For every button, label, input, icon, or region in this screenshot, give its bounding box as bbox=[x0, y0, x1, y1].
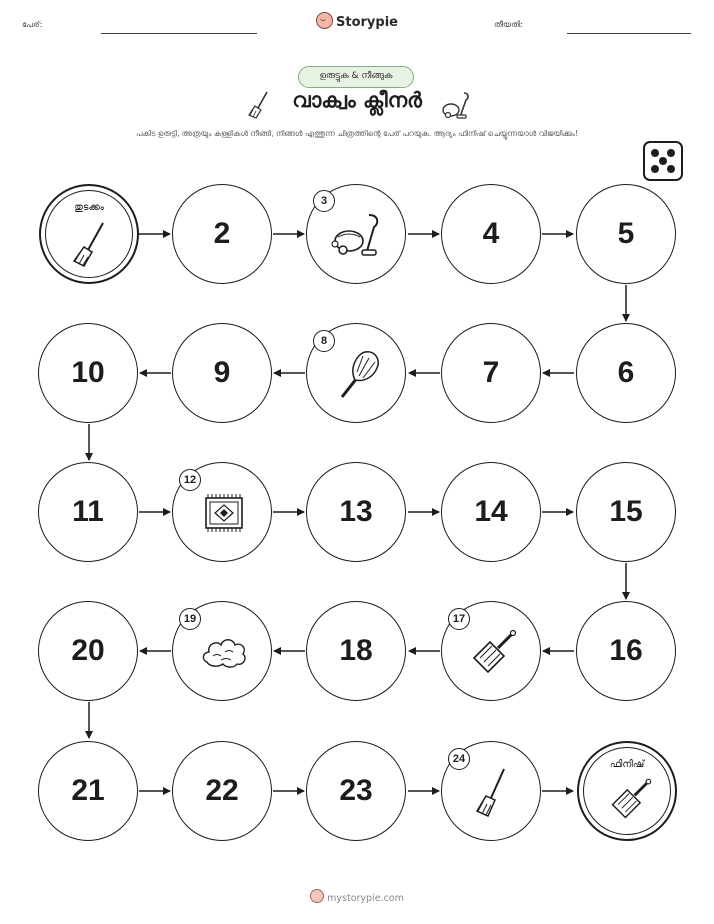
board-space-22[interactable]: 22 bbox=[172, 741, 272, 841]
dustpan-icon bbox=[468, 628, 518, 678]
date-label: തീയതി: bbox=[494, 20, 523, 29]
space-number-tag: 24 bbox=[448, 748, 470, 770]
storypie-logo-icon bbox=[310, 889, 324, 903]
board-space-21[interactable]: 21 bbox=[38, 741, 138, 841]
footer bbox=[0, 889, 714, 904]
name-label: പേര്: bbox=[22, 20, 43, 29]
board-space-2[interactable]: 2 bbox=[172, 184, 272, 284]
page-title: വാക്വം ക്ലീനർ bbox=[292, 88, 422, 112]
board-space-11[interactable]: 11 bbox=[38, 462, 138, 562]
board-space-18[interactable]: 18 bbox=[306, 601, 406, 701]
broom-icon bbox=[472, 766, 512, 820]
board-space-15[interactable]: 15 bbox=[576, 462, 676, 562]
board-space-6[interactable]: 6 bbox=[576, 323, 676, 423]
footer-url[interactable]: mystorypie.com bbox=[327, 893, 404, 904]
board-space-20[interactable]: 20 bbox=[38, 601, 138, 701]
board-space-4[interactable]: 4 bbox=[441, 184, 541, 284]
board-space-23[interactable]: 23 bbox=[306, 741, 406, 841]
finish-label: ഫിനിഷ് bbox=[609, 759, 645, 770]
activity-badge: ഉരുട്ടുക & നീങ്ങുക bbox=[298, 66, 414, 88]
finish-space[interactable] bbox=[577, 741, 677, 841]
dust-bunny-icon bbox=[201, 636, 247, 670]
board-space-10[interactable]: 10 bbox=[38, 323, 138, 423]
board-space-7[interactable]: 7 bbox=[441, 323, 541, 423]
dustpan-icon bbox=[607, 777, 653, 823]
brand-name: Storypie bbox=[336, 15, 398, 30]
space-number-tag: 12 bbox=[179, 469, 201, 491]
space-number-tag: 17 bbox=[448, 608, 470, 630]
start-space[interactable] bbox=[39, 184, 139, 284]
rug-icon bbox=[199, 493, 249, 533]
feather-duster-icon bbox=[335, 348, 381, 402]
space-number-tag: 3 bbox=[313, 190, 335, 212]
vacuum-cleaner-icon bbox=[329, 211, 385, 259]
board-space-14[interactable]: 14 bbox=[441, 462, 541, 562]
instructions-text: പകിട ഉരുട്ടി, അത്രയും കള്ളികൾ നീങ്ങി, നിങ്ങൾ എത്തുന്ന ചിത്രത്തിന്റെ പേര് പറയുക. ആദ്യം ഫിനിഷ് ചെയ്യുന്നയാൾ വിജയിക്കും! bbox=[135, 129, 579, 138]
board-space-16[interactable]: 16 bbox=[576, 601, 676, 701]
board-space-9[interactable]: 9 bbox=[172, 323, 272, 423]
start-label: തുടക്കം bbox=[74, 202, 104, 213]
space-number-tag: 8 bbox=[313, 330, 335, 352]
space-number-tag: 19 bbox=[179, 608, 201, 630]
board-space-13[interactable]: 13 bbox=[306, 462, 406, 562]
broom-icon bbox=[71, 220, 111, 270]
board-space-5[interactable]: 5 bbox=[576, 184, 676, 284]
